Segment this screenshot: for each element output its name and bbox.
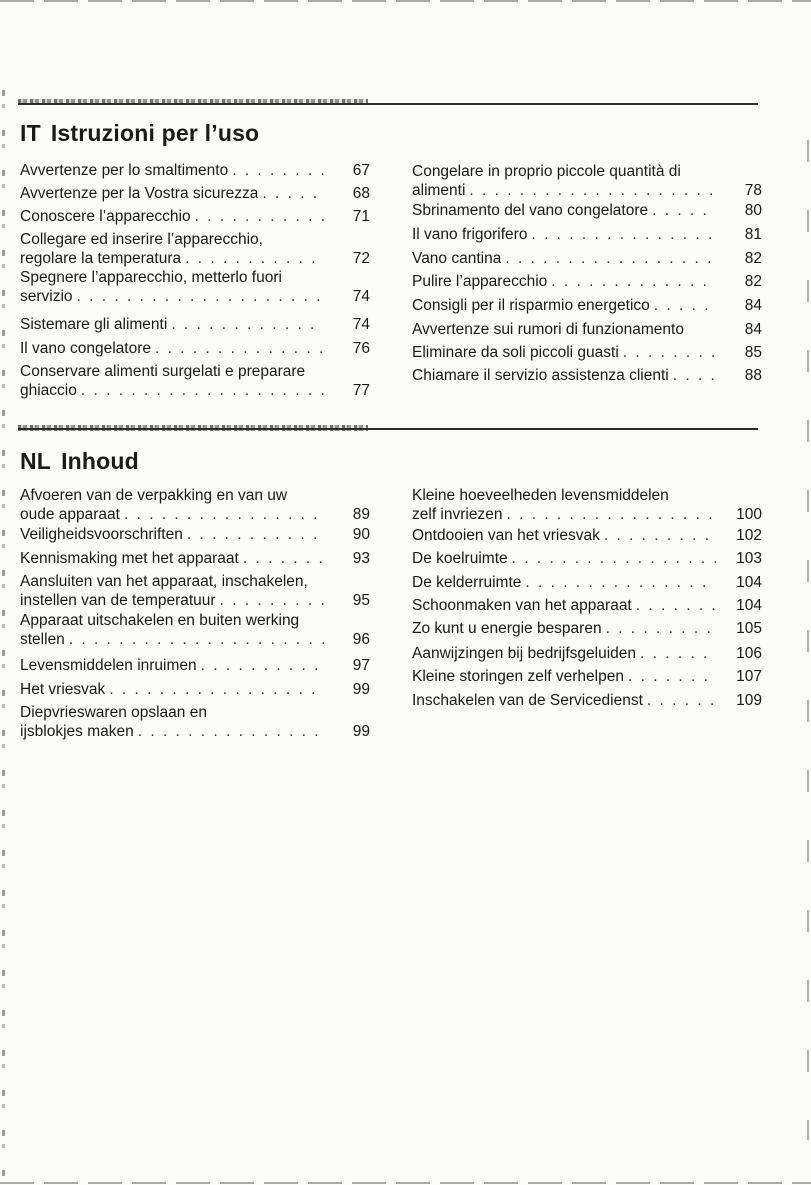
toc-entry-title: Collegare ed inserire l’apparecchio, <box>20 231 263 248</box>
toc-entry <box>412 320 762 339</box>
toc-entry-title: Sistemare gli alimenti <box>20 316 168 333</box>
toc-entry <box>412 549 762 568</box>
toc-entry <box>20 525 370 544</box>
toc-entry <box>20 339 370 358</box>
page-edge-bottom <box>0 1182 811 1184</box>
toc-entry-title: De kelderruimte <box>412 574 522 591</box>
toc-entry-title: Veiligheidsvoorschriften <box>20 526 183 543</box>
toc-entry <box>412 201 762 220</box>
toc-entry <box>412 644 762 663</box>
toc-entry <box>412 162 762 200</box>
toc-entry-title: Eliminare da soli piccoli guasti <box>412 344 619 361</box>
toc-page-number: 74 <box>352 288 370 305</box>
toc-entry-title: Il vano frigorifero <box>412 226 528 243</box>
toc-entry-title: Aanwijzingen bij bedrijfsgeluiden <box>412 645 637 662</box>
toc-entry-title: Inschakelen van de Servicedienst <box>412 692 643 709</box>
toc-entry <box>20 161 370 180</box>
toc-page-number: 88 <box>744 367 762 384</box>
toc-page-number: 99 <box>352 681 370 698</box>
toc-page-number: 82 <box>744 273 762 290</box>
section-heading-it <box>20 120 259 147</box>
dot-leader <box>220 591 324 610</box>
dot-leader <box>81 381 324 400</box>
dot-leader <box>636 596 716 615</box>
dot-leader <box>185 249 324 268</box>
toc-entry <box>20 703 370 741</box>
toc-entry <box>412 296 762 315</box>
toc-entry-title: Kennismaking met het apparaat <box>20 550 239 567</box>
toc-entry <box>20 572 370 610</box>
toc-entry <box>20 230 370 268</box>
toc-entry-title: Kleine storingen zelf verhelpen <box>412 668 624 685</box>
dot-leader <box>171 315 324 334</box>
toc-entry-title: ghiaccio <box>20 382 77 399</box>
toc-entry <box>412 366 762 385</box>
toc-page-number: 80 <box>744 202 762 219</box>
section-heading-nl <box>20 448 139 475</box>
toc-entry-title: Spegnere l’apparecchio, metterlo fuori <box>20 269 282 286</box>
language-code: NL <box>20 448 52 474</box>
toc-entry-title: Het vriesvak <box>20 681 106 698</box>
dot-leader <box>505 249 716 268</box>
dot-leader <box>232 161 324 180</box>
toc-page-number: 104 <box>736 597 762 614</box>
toc-entry-title: Avvertenze sui rumori di funzionamento <box>412 321 684 338</box>
dot-leader <box>109 680 324 699</box>
dot-leader <box>187 525 324 544</box>
dot-leader <box>138 722 324 741</box>
toc-page-number: 82 <box>744 250 762 267</box>
toc-entry-title: Chiamare il servizio assistenza clienti <box>412 367 669 384</box>
toc-entry <box>412 272 762 291</box>
toc-entry <box>412 573 762 592</box>
toc-entry-title: oude apparaat <box>20 506 120 523</box>
toc-entry-title: servizio <box>20 288 73 305</box>
toc-entry-title: Consigli per il risparmio energetico <box>412 297 650 314</box>
toc-page-number: 84 <box>744 297 762 314</box>
toc-entry <box>20 549 370 568</box>
dot-leader <box>606 619 716 638</box>
toc-entry <box>20 486 370 524</box>
toc-entry-title: Levensmiddelen inruimen <box>20 657 197 674</box>
toc-entry-title: Pulire l’apparecchio <box>412 273 548 290</box>
section-rule <box>18 103 758 105</box>
toc-page-number: 81 <box>744 226 762 243</box>
toc-entry <box>412 249 762 268</box>
toc-page-number: 106 <box>736 645 762 662</box>
toc-entry-title: Sbrinamento del vano congelatore <box>412 202 649 219</box>
toc-entry-title: Vano cantina <box>412 250 502 267</box>
toc-page-number: 84 <box>744 321 762 338</box>
toc-page-number: 85 <box>744 344 762 361</box>
toc-page-number: 96 <box>352 631 370 648</box>
toc-entry-title: zelf invriezen <box>412 506 503 523</box>
dot-leader <box>647 691 716 710</box>
dot-leader <box>77 287 324 306</box>
toc-entry <box>412 225 762 244</box>
page-edge-top <box>0 0 811 2</box>
toc-page-number: 95 <box>352 592 370 609</box>
toc-entry <box>412 619 762 638</box>
toc-page-number: 76 <box>352 340 370 357</box>
toc-page-number: 90 <box>352 526 370 543</box>
dot-leader <box>201 656 324 675</box>
toc-entry <box>20 680 370 699</box>
binding-edge <box>2 90 5 1180</box>
toc-entry-title: Kleine hoeveelheden levensmiddelen <box>412 487 669 504</box>
toc-page-number: 100 <box>736 506 762 523</box>
toc-entry <box>412 343 762 362</box>
dot-leader <box>506 505 716 524</box>
toc-entry <box>412 667 762 686</box>
section-rule <box>18 428 758 430</box>
toc-entry <box>20 207 370 226</box>
section-title: Inhoud <box>61 448 139 474</box>
toc-entry <box>412 596 762 615</box>
toc-entry-title: Conoscere l’apparecchio <box>20 208 191 225</box>
dot-leader <box>604 526 716 545</box>
dot-leader <box>525 573 716 592</box>
dot-leader <box>512 549 716 568</box>
toc-entry-title: Avvertenze per lo smaltimento <box>20 162 229 179</box>
dot-leader <box>551 272 716 291</box>
toc-entry-title: Congelare in proprio piccole quantità di <box>412 163 681 180</box>
toc-entry <box>20 268 370 306</box>
dot-leader <box>124 505 324 524</box>
toc-entry-title: Apparaat uitschakelen en buiten werking <box>20 612 300 629</box>
page-edge-right <box>807 140 809 1140</box>
toc-entry <box>412 526 762 545</box>
toc-entry <box>412 486 762 524</box>
toc-entry-title: ijsblokjes maken <box>20 723 134 740</box>
toc-entry-title: Conservare alimenti surgelati e preparare <box>20 363 306 380</box>
toc-page-number: 67 <box>352 162 370 179</box>
section-title: Istruzioni per l’uso <box>50 120 260 146</box>
toc-entry-title: Afvoeren van de verpakking en van uw <box>20 487 288 504</box>
dot-leader <box>628 667 716 686</box>
toc-entry <box>20 315 370 334</box>
toc-entry <box>20 184 370 203</box>
toc-page-number: 109 <box>736 692 762 709</box>
dot-leader <box>623 343 716 362</box>
dot-leader <box>262 184 324 203</box>
toc-page-number: 102 <box>736 527 762 544</box>
toc-entry-title: De koelruimte <box>412 550 508 567</box>
dot-leader <box>69 630 324 649</box>
toc-page-number: 68 <box>352 185 370 202</box>
toc-entry-title: stellen <box>20 631 65 648</box>
dot-leader <box>469 181 716 200</box>
toc-entry-title: instellen van de temperatuur <box>20 592 216 609</box>
toc-page-number: 77 <box>352 382 370 399</box>
dot-leader <box>640 644 716 663</box>
toc-entry <box>20 362 370 400</box>
dot-leader <box>654 296 716 315</box>
dot-leader <box>155 339 324 358</box>
toc-entry-title: alimenti <box>412 182 466 199</box>
toc-page-number: 78 <box>744 182 762 199</box>
toc-page-number: 71 <box>352 208 370 225</box>
toc-page-number: 99 <box>352 723 370 740</box>
dot-leader <box>652 201 716 220</box>
toc-page-number: 93 <box>352 550 370 567</box>
toc-entry-title: Diepvrieswaren opslaan en <box>20 704 207 721</box>
language-code: IT <box>20 120 41 146</box>
toc-entry-title: Schoonmaken van het apparaat <box>412 597 632 614</box>
toc-page-number: 107 <box>736 668 762 685</box>
toc-entry-title: Il vano congelatore <box>20 340 151 357</box>
toc-page-number: 89 <box>352 506 370 523</box>
toc-entry <box>412 691 762 710</box>
toc-page-number: 72 <box>352 250 370 267</box>
toc-entry-title: Avvertenze per la Vostra sicurezza <box>20 185 259 202</box>
toc-entry <box>20 611 370 649</box>
toc-entry-title: Ontdooien van het vriesvak <box>412 527 600 544</box>
toc-entry-title: Aansluiten van het apparaat, inschakelen, <box>20 573 308 590</box>
toc-page-number: 97 <box>352 657 370 674</box>
toc-entry-title: Zo kunt u energie besparen <box>412 620 602 637</box>
toc-entry-title: regolare la temperatura <box>20 250 182 267</box>
toc-entry <box>20 656 370 675</box>
dot-leader <box>243 549 324 568</box>
dot-leader <box>195 207 324 226</box>
dot-leader <box>673 366 716 385</box>
toc-page-number: 105 <box>736 620 762 637</box>
toc-page-number: 103 <box>736 550 762 567</box>
toc-page-number: 74 <box>352 316 370 333</box>
toc-page-number: 104 <box>736 574 762 591</box>
dot-leader <box>531 225 716 244</box>
